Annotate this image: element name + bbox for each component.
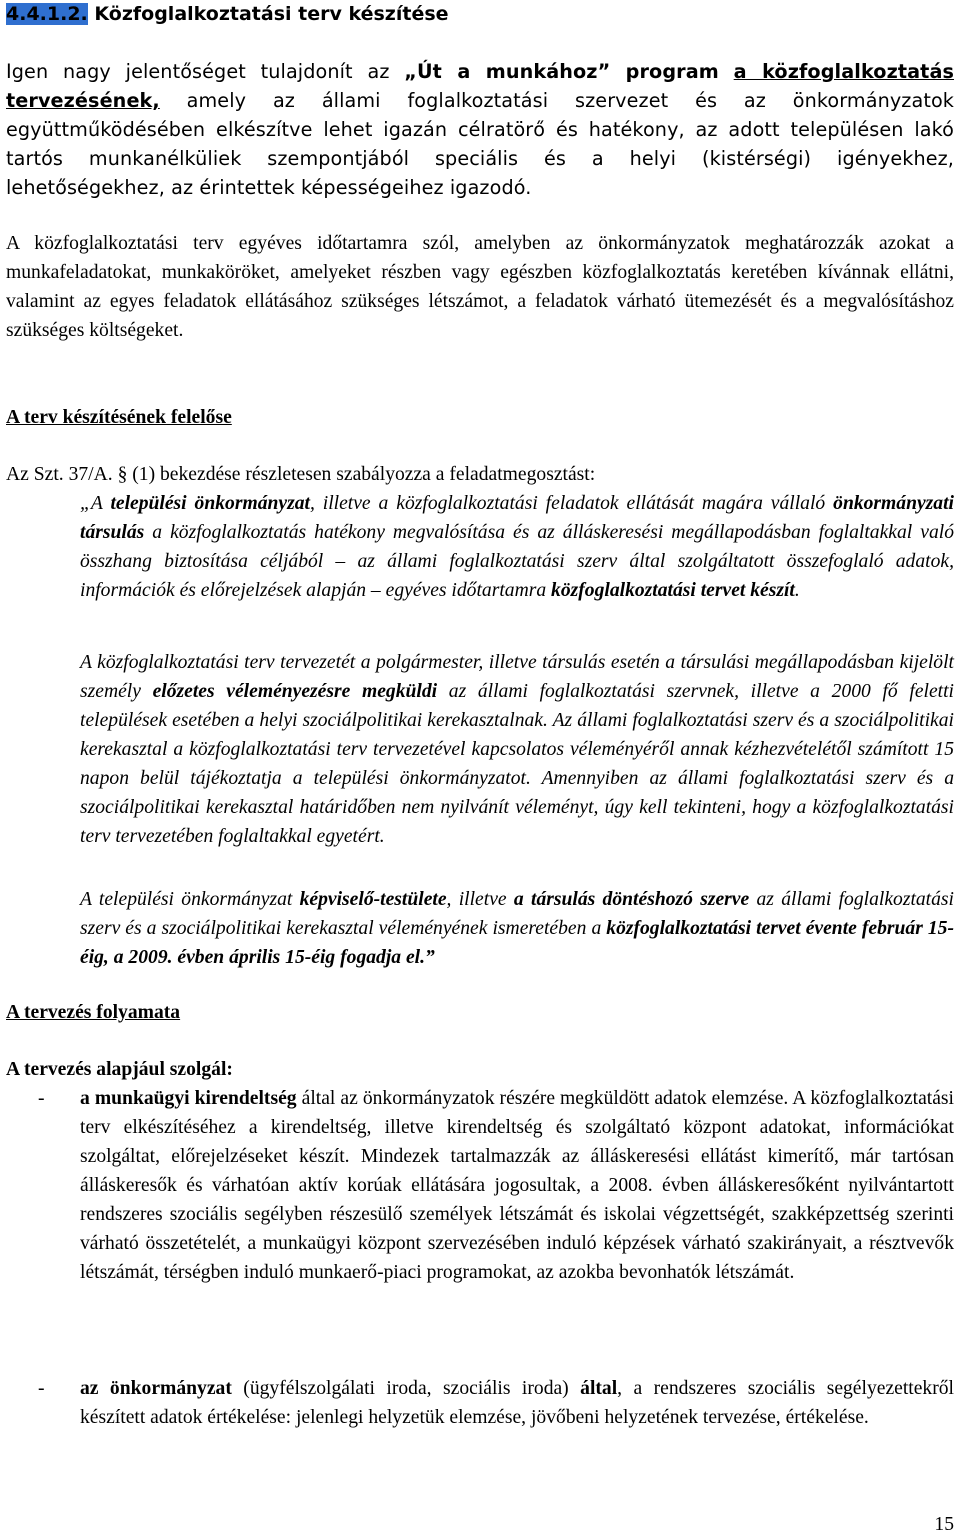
q1-bold-municipality: települési önkormányzat [110, 493, 310, 514]
process-heading: A tervezés folyamata [6, 1002, 181, 1023]
section-number: 4.4.1.2. [6, 3, 88, 25]
list-item-2-text-b: , a rendszeres szociális segélyezettekről készített adatok értékelése: jelenlegi helyzetük elemzése, jövőbeni helyzetének tervezése, értékelése. [80, 1378, 954, 1428]
intro-paragraph [6, 57, 954, 202]
law-quote-2 [80, 648, 954, 851]
list-item-1-bold: a munkaügyi kirendeltség [80, 1088, 297, 1109]
q2-bold-send: előzetes véleményezésre megküldi [152, 681, 438, 702]
list-item-1-text: által az önkormányzatok részére megküldött adatok elemzése. A közfoglalkoztatási terv elkészítéséhez a kirendeltség, illetve kirendeltség és szolgáltató központ adatokat, információkat szolgáltat, előrejelzéseket készít. Mindezek tartalmazzák az álláskeresési ellátást kimerítő, már tartósan álláskeresők és várhatóan aktív korúak ellátására jogosultak, a 2008. évben álláskeresőként nyilvántartott rendszeres szociális segélyben részesülő személyek létszámát és iskolai végzettségét, szakképzettség szerinti várható összetételét, a munkaügyi központ szervezésében induló képzések várható szakirányait, a résztvevők létszámát, térségben induló munkaerő-piaci programokat, az azokba bevonhatók létszámát. [80, 1088, 955, 1283]
q3-text-a: A települési önkormányzat [80, 889, 300, 910]
intro-text-1: Igen nagy jelentőséget tulajdonít az [6, 60, 405, 83]
q1-text-a: „A [80, 493, 111, 514]
q3-text-c: , illetve [446, 889, 514, 910]
basis-heading: A tervezés alapjául szolgál: [6, 1059, 233, 1080]
section-title: Közfoglalkoztatási terv készítése [87, 3, 449, 25]
law-quote-1 [80, 489, 954, 605]
responsible-heading: A terv készítésének felelőse [6, 407, 232, 428]
q1-text-g: . [794, 580, 800, 601]
q3-bold-decision: a társulás döntéshozó szerve [513, 889, 750, 910]
q2-text-a: A közfoglalkoztatási terv tervezetét a polgármester, illetve társulás esetén a társulási megállapodásban kijelölt személy [80, 652, 954, 702]
intro-text-3: amely az állami foglalkoztatási szervezet és az önkormányzatok együttműködésében elkészítve lehet igazán célratörő és hatékony, az adott településen lakó tartós munkanélküliek szempontjából speciális és a helyi (kistérségi) igényekhez, lehetőségekhez, az érintettek képességeihez igazodó. [6, 89, 954, 199]
section-heading [6, 2, 449, 26]
list-item-2-bold: az önkormányzat [80, 1378, 232, 1399]
list-item-2 [80, 1374, 954, 1432]
planning-phrase: a közfoglalkoztatás tervezésének, [6, 60, 955, 112]
list-item-1-dash: - [38, 1088, 45, 1109]
q3-text-e: az állami foglalkoztatási szerv és a szociálpolitikai kerekasztal véleményének ismeretében a [80, 889, 954, 939]
q1-text-c: , illetve a közfoglalkoztatási feladatok ellátását magára vállaló [309, 493, 834, 514]
q1-bold-association: önkormányzati társulás [80, 493, 954, 543]
q3-bold-board: képviselő-testülete [299, 889, 447, 910]
page-number: 15 [934, 1514, 954, 1535]
law-quote-3 [80, 885, 954, 972]
intro-space [719, 60, 734, 83]
list-item-2-text-a: (ügyfélszolgálati iroda, szociális iroda) [231, 1378, 581, 1399]
q1-text-e: a közfoglalkoztatás hatékony megvalósítása és az álláskeresési megállapodásban foglaltakkal való összhang biztosítása céljából – az állami foglalkoztatási szerv által szolgáltatott összefoglaló adatok, információk és előrejelzések alapján – egyéves időtartamra [80, 522, 954, 601]
list-item-1 [80, 1084, 954, 1287]
list-item-2-dash: - [38, 1378, 45, 1399]
list-item-2-bold-2: által [580, 1378, 618, 1399]
program-name: „Út a munkához” program [404, 60, 719, 83]
law-reference: Az Szt. 37/A. § (1) bekezdése részletesen szabályozza a feladatmegosztást: [6, 464, 596, 485]
q1-bold-plan: közfoglalkoztatási tervet készít [551, 580, 795, 601]
q2-text-c: az állami foglalkoztatási szervnek, illetve a 2000 fő feletti települések esetében a helyi szociálpolitikai kerekasztalnak. Az állami foglalkoztatási szerv és a szociálpolitikai kerekasztal a közfoglalkoztatási terv tervezetével kapcsolatos véleményéről annak kézhezvételétől számított 15 napon belül tájékoztatja a települési önkormányzatot. Amennyiben az állami foglalkoztatási szerv és a szociálpolitikai kerekasztal határidőben nem nyilvánít véleményt, úgy kell tekinteni, hogy a közfoglalkoztatási terv tervezetében foglaltakkal egyetért. [80, 681, 954, 847]
q3-bold-deadline: közfoglalkoztatási tervet évente február 15-éig, a 2009. évben április 15-éig fogadja el.” [80, 918, 954, 968]
plan-paragraph: A közfoglalkoztatási terv egyéves időtartamra szól, amelyben az önkormányzatok meghatározzák azokat a munkafeladatokat, munkaköröket, amelyeket részben vagy egészben közfoglalkoztatás keretében kívánnak ellátni, valamint az egyes feladatok ellátásához szükséges létszámot, a feladatok várható ütemezését és a megvalósításhoz szükséges költségeket. [6, 233, 954, 341]
